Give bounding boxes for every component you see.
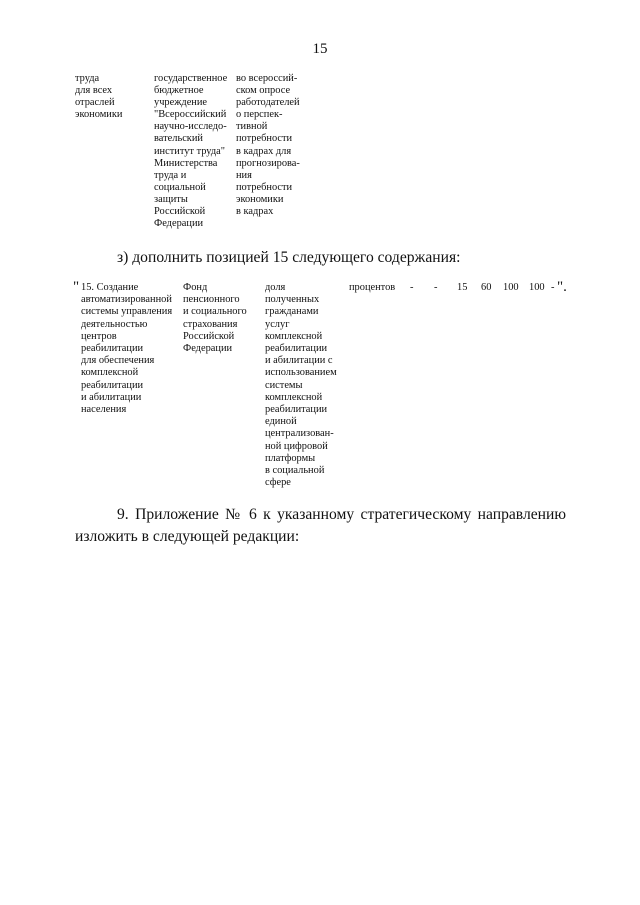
position-15-unit: процентов <box>349 282 396 293</box>
paragraph-9-line-1: 9. Приложение № 6 к указанному стратегическому направлению <box>117 506 566 523</box>
value-cell-4: 60 <box>481 282 492 293</box>
section-heading-z: з) дополнить позицией 15 следующего содержания: <box>117 249 461 266</box>
position-15-name-first <box>81 282 172 416</box>
value-cell-1: - <box>410 282 414 293</box>
closing-quote: ". <box>557 279 567 295</box>
value-cell-5: 100 <box>503 282 519 293</box>
table-cell-participation: во всероссий- ском опросе работодателей о перспек- тивной потребности в кадрах для прогнозирова- ния потребности экономики в кадрах <box>236 73 300 218</box>
position-15-name: 15. Создание автоматизированной системы управления деятельностью центров реабилитации для обеспечения комплексной реабилитации и абилитации населения <box>81 282 173 416</box>
position-15-responsible: Фонд пенсионного и социального страхования Российской Федерации <box>183 282 247 355</box>
page-number: 15 <box>312 41 328 57</box>
value-cell-6: 100 <box>529 282 545 293</box>
paragraph-9 <box>75 504 566 548</box>
paragraph-9-line-2: изложить в следующей редакции: <box>75 528 300 545</box>
value-cell-3: 15 <box>457 282 468 293</box>
value-cell-2: - <box>434 282 438 293</box>
table-cell-organization: государственное бюджетное учреждение "Всероссийский научно-исследо- вательский институт труда" Министерства труда и социальной защиты Российской Федерации <box>154 73 228 230</box>
position-15-indicator: доля полученных гражданами услуг комплексной реабилитации и абилитации с использованием системы комплексной реабилитации единой централизован- ной цифровой платформы в социальной сфере <box>265 282 337 489</box>
value-cell-7: - <box>551 282 555 293</box>
opening-quote: " <box>73 279 80 295</box>
table-cell-sector: труда для всех отраслей экономики <box>75 73 123 121</box>
